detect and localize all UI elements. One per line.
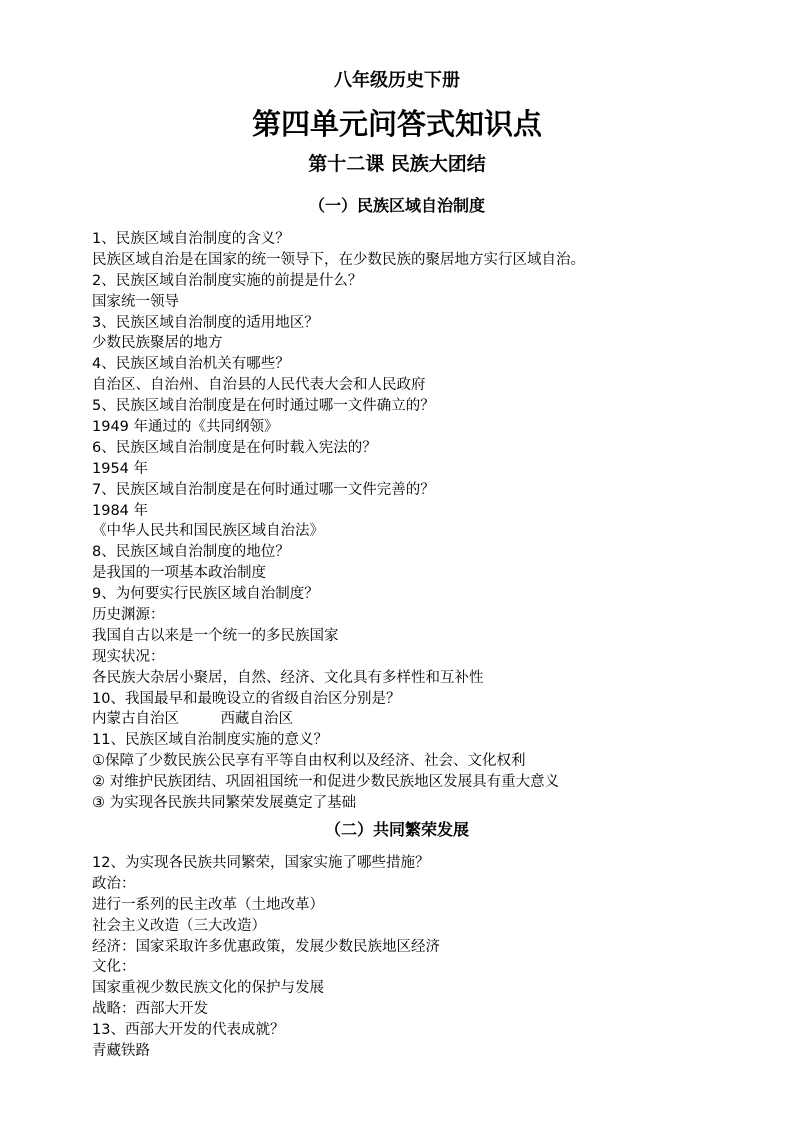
text-line: 历史渊源：	[92, 607, 165, 624]
text-line: 内蒙古自治区 西藏自治区	[92, 711, 293, 728]
section-2-body	[92, 853, 782, 1062]
text-line: 5、民族区域自治制度是在何时通过哪一文件确立的？	[92, 398, 435, 415]
text-line: 1949 年通过的《共同纲领》	[92, 419, 279, 436]
text-line: 10、我国最早和最晚设立的省级自治区分别是？	[92, 690, 401, 707]
lesson-title: 第十二课 民族大团结	[308, 153, 486, 175]
text-line: 1984 年	[92, 502, 149, 519]
text-line: ③ 为实现各民族共同繁荣发展奠定了基础	[92, 795, 357, 812]
text-line: 社会主义改造（三大改造）	[92, 917, 266, 934]
unit-title: 第四单元问答式知识点	[251, 107, 542, 141]
text-line: 13、西部大开发的代表成就？	[92, 1022, 285, 1039]
text-line: 青藏铁路	[92, 1043, 150, 1060]
text-line: 战略：西部大开发	[92, 1001, 208, 1018]
text-line: 6、民族区域自治制度是在何时载入宪法的？	[92, 439, 377, 456]
text-line: ①保障了少数民族公民享有平等自由权利以及经济、社会、文化权利	[92, 753, 526, 770]
section-heading-1: （一）民族区域自治制度	[308, 196, 485, 215]
section-1-body	[92, 229, 782, 814]
text-line: 8、民族区域自治制度的地位？	[92, 544, 290, 561]
text-line: 经济：国家采取许多优惠政策，发展少数民族地区经济	[92, 938, 440, 955]
text-line: 4、民族区域自治机关有哪些？	[92, 356, 290, 373]
text-line: 我国自古以来是一个统一的多民族国家	[92, 627, 339, 644]
text-line: 9、为何要实行民族区域自治制度？	[92, 586, 319, 603]
text-line: 2、民族区域自治制度实施的前提是什么？	[92, 272, 363, 289]
text-line: 政治：	[92, 875, 136, 892]
text-line: 现实状况：	[92, 648, 165, 665]
text-line: 11、民族区域自治制度实施的意义？	[92, 732, 328, 749]
text-line: 12、为实现各民族共同繁荣，国家实施了哪些措施？	[92, 855, 430, 871]
text-line: 《中华人民共和国民族区域自治法》	[92, 523, 324, 540]
text-line: 民族区域自治是在国家的统一领导下，在少数民族的聚居地方实行区域自治。	[92, 251, 585, 268]
text-line: 进行一系列的民主改革（土地改革）	[92, 896, 324, 913]
text-line: 各民族大杂居小聚居，自然、经济、文化具有多样性和互补性	[92, 669, 484, 686]
text-line: 国家重视少数民族文化的保护与发展	[92, 980, 324, 997]
text-line: 是我国的一项基本政治制度	[92, 565, 266, 582]
text-line: 少数民族聚居的地方	[92, 335, 223, 352]
text-line: 1、民族区域自治制度的含义？	[92, 231, 290, 247]
text-line: 文化：	[92, 959, 136, 976]
text-line: 自治区、自治州、自治县的人民代表大会和人民政府	[92, 377, 426, 394]
text-line: ② 对维护民族团结、巩固祖国统一和促进少数民族地区发展具有重大意义	[92, 774, 560, 791]
text-line: 7、民族区域自治制度是在何时通过哪一文件完善的？	[92, 481, 435, 498]
text-line: 国家统一领导	[92, 293, 179, 310]
text-line: 3、民族区域自治制度的适用地区？	[92, 314, 319, 331]
section-heading-2: （二）共同繁荣发展	[324, 820, 469, 839]
text-line: 1954 年	[92, 460, 149, 477]
subject-title: 八年级历史下册	[334, 70, 460, 91]
